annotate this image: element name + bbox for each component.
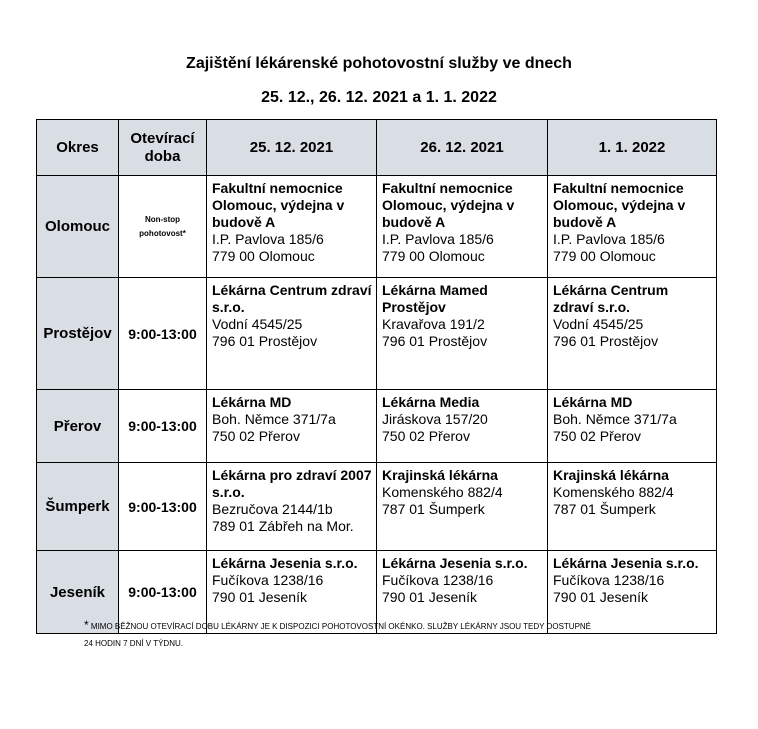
header-opening-hours <box>119 120 207 176</box>
pharmacy-cell <box>548 463 717 551</box>
pharmacy-cell <box>207 176 377 278</box>
pharmacy-street: Komenského 882/4 <box>553 484 674 500</box>
header-open-line1: Otevírací <box>130 129 195 147</box>
pharmacy-street: Fučíkova 1238/16 <box>382 572 494 588</box>
pharmacy-name: Lékárna pro zdraví 2007 s.r.o. <box>212 467 372 500</box>
opening-hours-cell <box>119 176 207 278</box>
district-cell: Jeseník <box>37 551 119 634</box>
header-date-1: 25. 12. 2021 <box>207 120 377 176</box>
opening-hours-cell: 9:00-13:00 <box>119 390 207 463</box>
district-cell: Přerov <box>37 390 119 463</box>
pharmacy-name: Fakultní nemocnice Olomouc, výdejna v budově A <box>553 180 686 230</box>
pharmacy-city: 789 01 Zábřeh na Mor. <box>212 518 354 534</box>
pharmacy-name: Lékárna Media <box>382 394 480 410</box>
footnote-line2: 24 HODIN 7 DNÍ V TÝDNU. <box>84 639 183 648</box>
district-cell: Olomouc <box>37 176 119 278</box>
pharmacy-name: Lékárna Mamed Prostějov <box>382 282 488 315</box>
header-row <box>37 120 717 176</box>
footnote-asterisk: * <box>84 618 89 632</box>
header-date-3: 1. 1. 2022 <box>548 120 717 176</box>
pharmacy-street: Fučíkova 1238/16 <box>212 572 324 588</box>
pharmacy-street: I.P. Pavlova 185/6 <box>553 231 665 247</box>
page-subtitle-dates: 25. 12., 26. 12. 2021 a 1. 1. 2022 <box>261 89 497 106</box>
pharmacy-street: Fučíkova 1238/16 <box>553 572 665 588</box>
header-open-line2: doba <box>144 147 181 165</box>
pharmacy-cell <box>207 463 377 551</box>
pharmacy-name: Lékárna Jesenia s.r.o. <box>212 555 358 571</box>
opening-hours-cell: 9:00-13:00 <box>119 551 207 634</box>
opening-hours-cell: 9:00-13:00 <box>119 463 207 551</box>
footnote-line1 <box>84 617 591 635</box>
pharmacy-city: 750 02 Přerov <box>382 428 470 444</box>
table-row <box>37 390 717 463</box>
pharmacy-street: Boh. Němce 371/7a <box>553 411 677 427</box>
pharmacy-name: Lékárna Jesenia s.r.o. <box>553 555 699 571</box>
footnote-text-1: MIMO BĚŽNOU OTEVÍRACÍ DOBU LÉKÁRNY JE K DISPOZICI POHOTOVOSTNÍ OKÉNKO. SLUŽBY LÉKÁRNY JSOU TEDY DOSTUPNÉ <box>90 622 592 631</box>
pharmacy-name: Lékárna Jesenia s.r.o. <box>382 555 528 571</box>
pharmacy-cell <box>548 176 717 278</box>
table-row <box>37 176 717 278</box>
pharmacy-name: Lékárna Centrum zdraví s.r.o. <box>212 282 372 315</box>
pharmacy-cell <box>377 176 548 278</box>
pharmacy-cell <box>207 390 377 463</box>
pharmacy-cell <box>548 278 717 390</box>
pharmacy-city: 750 02 Přerov <box>553 428 641 444</box>
pharmacy-street: Boh. Němce 371/7a <box>212 411 336 427</box>
nonstop-line1: Non-stop <box>144 214 181 224</box>
pharmacy-name: Fakultní nemocnice Olomouc, výdejna v budově A <box>212 180 345 230</box>
pharmacy-city: 796 01 Prostějov <box>553 333 659 349</box>
pharmacy-street: Vodní 4545/25 <box>553 316 644 332</box>
pharmacy-street: Vodní 4545/25 <box>212 316 303 332</box>
pharmacy-cell <box>548 390 717 463</box>
page-title: Zajištění lékárenské pohotovostní služby ve dnech <box>186 55 572 72</box>
pharmacy-street: Kravařova 191/2 <box>382 316 485 332</box>
nonstop-line2: pohotovost* <box>139 228 186 238</box>
pharmacy-street: I.P. Pavlova 185/6 <box>212 231 324 247</box>
pharmacy-city: 796 01 Prostějov <box>382 333 488 349</box>
pharmacy-street: Jiráskova 157/20 <box>382 411 488 427</box>
pharmacy-city: 787 01 Šumperk <box>382 501 485 517</box>
pharmacy-cell <box>377 463 548 551</box>
pharmacy-city: 779 00 Olomouc <box>212 248 315 264</box>
district-cell: Šumperk <box>37 463 119 551</box>
pharmacy-city: 779 00 Olomouc <box>553 248 656 264</box>
pharmacy-street: Komenského 882/4 <box>382 484 503 500</box>
pharmacy-name: Krajinská lékárna <box>553 467 669 483</box>
pharmacy-city: 790 01 Jeseník <box>212 589 307 605</box>
pharmacy-name: Krajinská lékárna <box>382 467 498 483</box>
pharmacy-city: 790 01 Jeseník <box>553 589 648 605</box>
opening-hours-cell: 9:00-13:00 <box>119 278 207 390</box>
pharmacy-cell <box>207 278 377 390</box>
pharmacy-street: Bezručova 2144/1b <box>212 501 333 517</box>
pharmacy-cell <box>377 278 548 390</box>
table-row <box>37 278 717 390</box>
pharmacy-street: I.P. Pavlova 185/6 <box>382 231 494 247</box>
pharmacy-schedule-table <box>36 119 717 634</box>
pharmacy-name: Lékárna MD <box>553 394 633 410</box>
pharmacy-city: 750 02 Přerov <box>212 428 300 444</box>
header-okres: Okres <box>37 120 119 176</box>
pharmacy-city: 787 01 Šumperk <box>553 501 656 517</box>
footnote <box>84 617 591 652</box>
header-date-2: 26. 12. 2021 <box>377 120 548 176</box>
pharmacy-name: Fakultní nemocnice Olomouc, výdejna v budově A <box>382 180 515 230</box>
pharmacy-name: Lékárna MD <box>212 394 292 410</box>
district-cell: Prostějov <box>37 278 119 390</box>
pharmacy-name: Lékárna Centrum zdraví s.r.o. <box>553 282 669 315</box>
pharmacy-city: 790 01 Jeseník <box>382 589 477 605</box>
pharmacy-city: 796 01 Prostějov <box>212 333 318 349</box>
table-row <box>37 463 717 551</box>
pharmacy-city: 779 00 Olomouc <box>382 248 485 264</box>
pharmacy-cell <box>377 390 548 463</box>
